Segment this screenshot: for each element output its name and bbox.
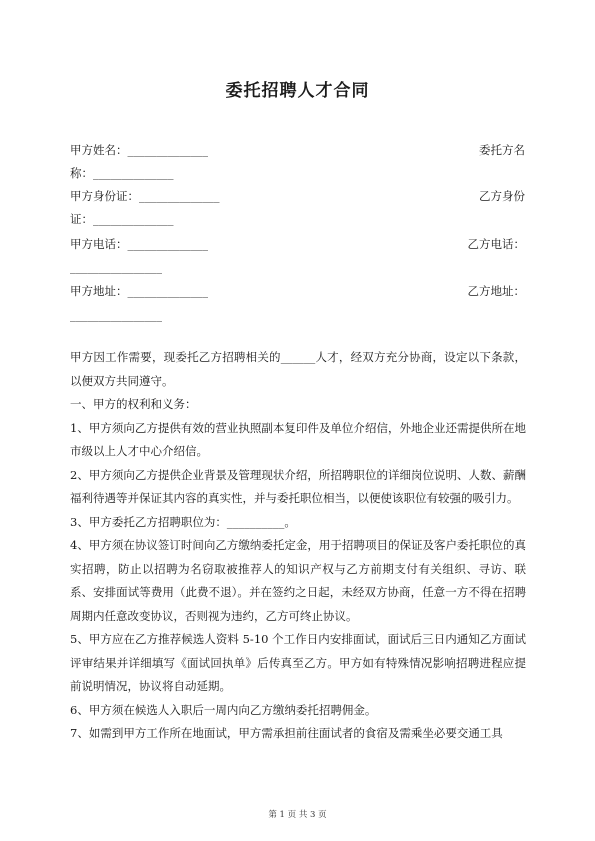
party-a-phone-field: 甲方电话：______________ — [70, 237, 208, 251]
entrusting-party-name-label: 委托方名 — [479, 143, 525, 157]
clause-4: 4、甲方须在协议签订时间向乙方缴纳委托定金，用于招聘项目的保证及客户委托职位的真实招聘，防止以招聘为名窃取被推荐人的知识产权与乙方前期支付有关组织、寻访、联系、安排面试等费用（此费不退）。并在签约之日起，未经双方协商，任意一方不得在招聘周期内任意改变协议，否则视为违约，乙方可终止协议。 — [70, 538, 526, 623]
intro-paragraph: 甲方因工作需要，现委托乙方招聘相关的______人才，经双方充分协商，设定以下条款，以便双方共同遵守。 — [70, 350, 526, 388]
page-number: 第 1 页 共 3 页 — [268, 810, 327, 820]
party-a-name-field: 甲方姓名：______________ — [70, 143, 208, 157]
party-b-address-label: 乙方地址： — [467, 284, 525, 298]
contract-body — [70, 346, 526, 746]
party-b-id-label: 乙方身份 — [479, 189, 525, 203]
party-a-address-field: 甲方地址：______________ — [70, 284, 208, 298]
party-b-address-field: ________________ — [70, 308, 162, 322]
party-a-id-field: 甲方身份证：______________ — [70, 189, 220, 203]
entrusting-party-name-field: 称：______________ — [70, 166, 174, 180]
document-title: 委托招聘人才合同 — [225, 81, 370, 101]
clause-5: 5、甲方应在乙方推荐候选人资料 5-10 个工作日内安排面试，面试后三日内通知乙方面试评审结果并详细填写《面试回执单》后传真至乙方。甲方如有特殊情况影响招聘进程应提前说明情况，协议将自动延期。 — [70, 632, 526, 693]
party-b-id-field: 证：______________ — [70, 212, 174, 226]
clause-6: 6、甲方须在候选人入职后一周内向乙方缴纳委托招聘佣金。 — [70, 702, 377, 717]
party-b-phone-label: 乙方电话： — [467, 237, 525, 251]
clause-7: 7、如需到甲方工作所在地面试，甲方需承担前往面试者的食宿及需乘坐必要交通工具 — [70, 726, 503, 740]
section-heading: 一、甲方的权利和义务： — [70, 397, 197, 411]
clause-2: 2、甲方须向乙方提供企业背景及管理现状介绍，所招聘职位的详细岗位说明、人数、薪酬福利待遇等并保证其内容的真实性，并与委托职位相当，以便使该职位有较强的吸引力。 — [70, 467, 526, 505]
clause-3: 3、甲方委托乙方招聘职位为：__________。 — [70, 514, 296, 529]
clause-1: 1、甲方须向乙方提供有效的营业执照副本复印件及单位介绍信，外地企业还需提供所在地市级以上人才中心介绍信。 — [70, 420, 526, 458]
party-b-phone-field: ________________ — [70, 260, 162, 274]
